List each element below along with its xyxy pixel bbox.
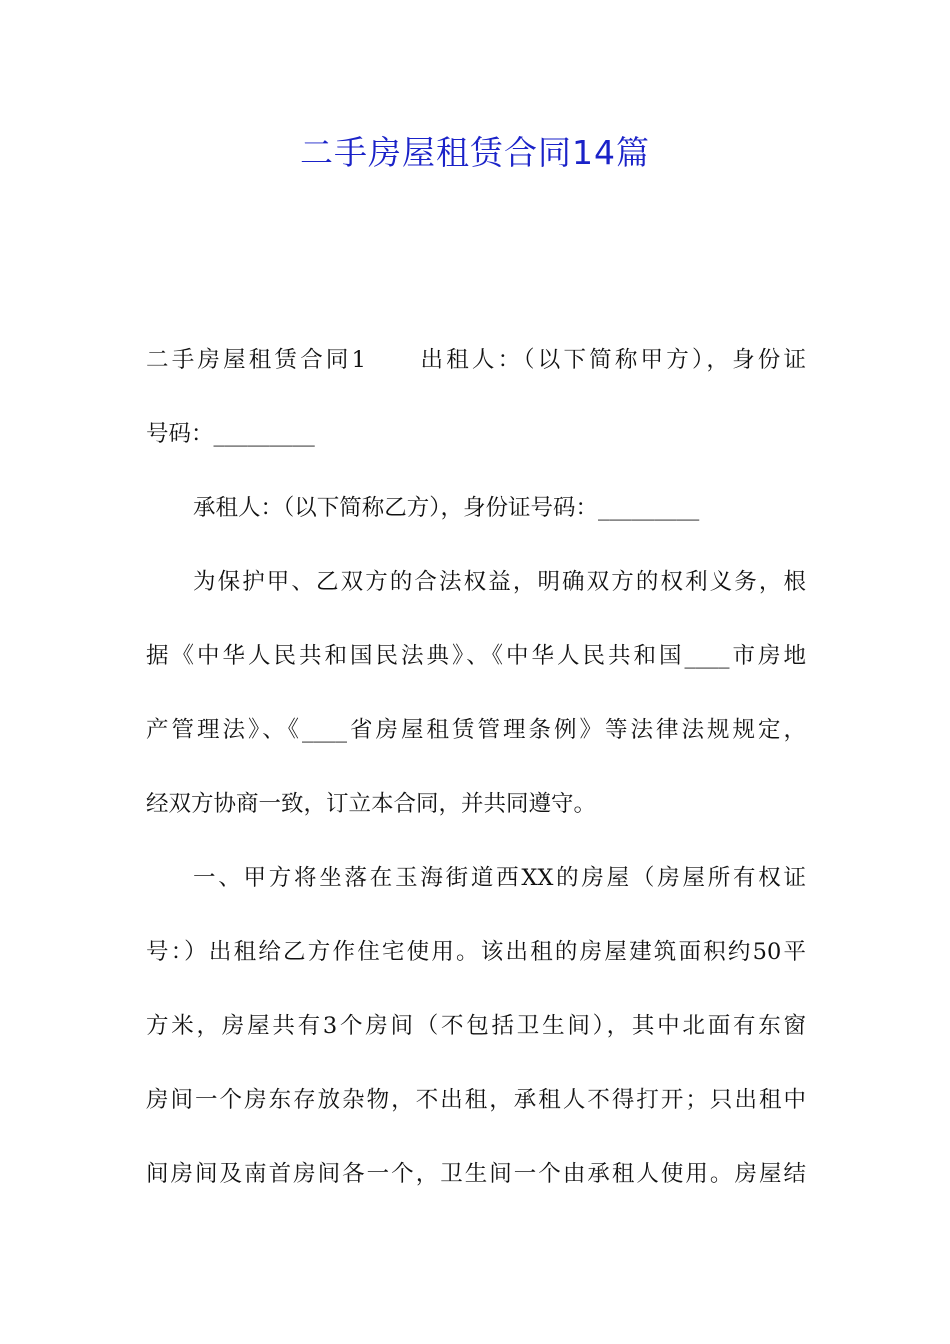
text-line: 间房间及南首房间各一个，卫生间一个由承租人使用。房屋结 <box>146 1161 806 1187</box>
text-line: 经双方协商一致，订立本合同，并共同遵守。 <box>146 791 597 817</box>
text-line: 为保护甲、乙双方的合法权益，明确双方的权利义务，根 <box>193 569 806 595</box>
text-line: 承租人：（以下简称乙方），身份证号码：_________ <box>193 495 700 521</box>
text-line: 据《中华人民共和国民法典》、《中华人民共和国____市房地 <box>146 643 806 669</box>
text-line: 二手房屋租赁合同1 出租人：（以下简称甲方），身份证 <box>146 347 806 373</box>
text-line: 一、甲方将坐落在玉海街道西XX的房屋（房屋所有权证 <box>193 865 806 891</box>
text-line: 号码：_________ <box>146 421 315 447</box>
document-body <box>146 335 806 1223</box>
text-line: 方米，房屋共有3个房间（不包括卫生间），其中北面有东窗 <box>146 1013 806 1039</box>
text-line: 产管理法》、《____省房屋租赁管理条例》等法律法规规定， <box>146 717 806 743</box>
text-line: 房间一个房东存放杂物，不出租，承租人不得打开；只出租中 <box>146 1087 806 1113</box>
text-line: 号：）出租给乙方作住宅使用。该出租的房屋建筑面积约50平 <box>146 939 806 965</box>
document-title: 二手房屋租赁合同14篇 <box>300 133 650 172</box>
